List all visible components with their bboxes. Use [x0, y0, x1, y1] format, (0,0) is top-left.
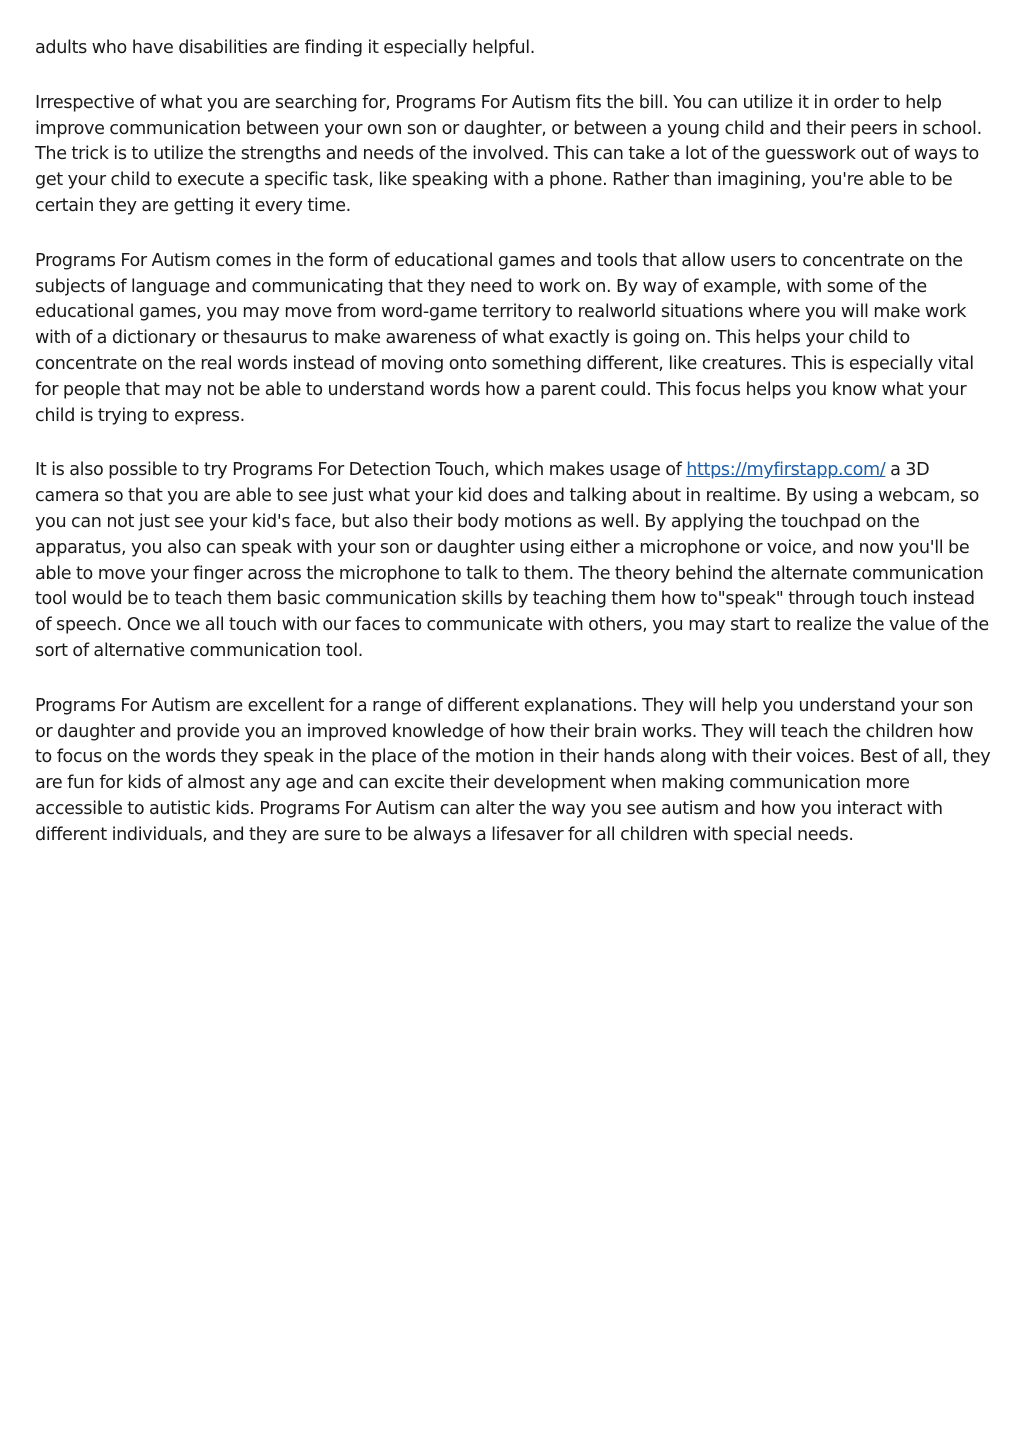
- paragraph-4-text-after-link: a 3D camera so that you are able to see just what your kid does and talking about in realtime. By using a webcam, so you can not just see your kid's face, but also their body motions as well. By applying the touchpad on the apparatus, you also can speak with your son or daughter using either a microphone or voice, and now you'll be able to move your finger across the microphone to talk to them. The theory behind the alternate communication tool would be to teach them basic communication skills by teaching them how to"speak" through touch instead of speech. Once we all touch with our faces to communicate with others, you may start to realize the value of the sort of alternative communication tool.: [35, 460, 989, 661]
- paragraph-4: [35, 458, 993, 664]
- paragraph-1: adults who have disabilities are finding it especially helpful.: [35, 38, 536, 58]
- document-page: [35, 36, 993, 878]
- paragraph-5: Programs For Autism are excellent for a range of different explanations. They will help you understand your son or daughter and provide you an improved knowledge of how their brain works. They will teach the children how to focus on the words they speak in the place of the motion in their hands along with their voices. Best of all, they are fun for kids of almost any age and can excite their development when making communication more accessible to autistic kids. Programs For Autism can alter the way you see autism and how you interact with different individuals, and they are sure to be always a lifesaver for all children with special needs.: [35, 695, 991, 845]
- paragraph-3: Programs For Autism comes in the form of educational games and tools that allow users to concentrate on the subjects of language and communicating that they need to work on. By way of example, with some of the educational games, you may move from word-game territory to realworld situations where you will make work with of a dictionary or thesaurus to make awareness of what exactly is going on. This helps your child to concentrate on the real words instead of moving onto something different, like creatures. This is especially vital for people that may not be able to understand words how a parent could. This focus helps you know what your child is trying to express.: [35, 250, 974, 426]
- myfirstapp-link[interactable]: https://myfirstapp.com/: [686, 460, 886, 481]
- paragraph-4-text-before-link: It is also possible to try Programs For Detection Touch, which makes usage of: [35, 460, 687, 481]
- paragraph-2: Irrespective of what you are searching for, Programs For Autism fits the bill. You can utilize it in order to help improve communication between your own son or daughter, or between a young child and their peers in school. The trick is to utilize the strengths and needs of the involved. This can take a lot of the guesswork out of ways to get your child to execute a specific task, like speaking with a phone. Rather than imagining, you're able to be certain they are getting it every time.: [35, 92, 982, 216]
